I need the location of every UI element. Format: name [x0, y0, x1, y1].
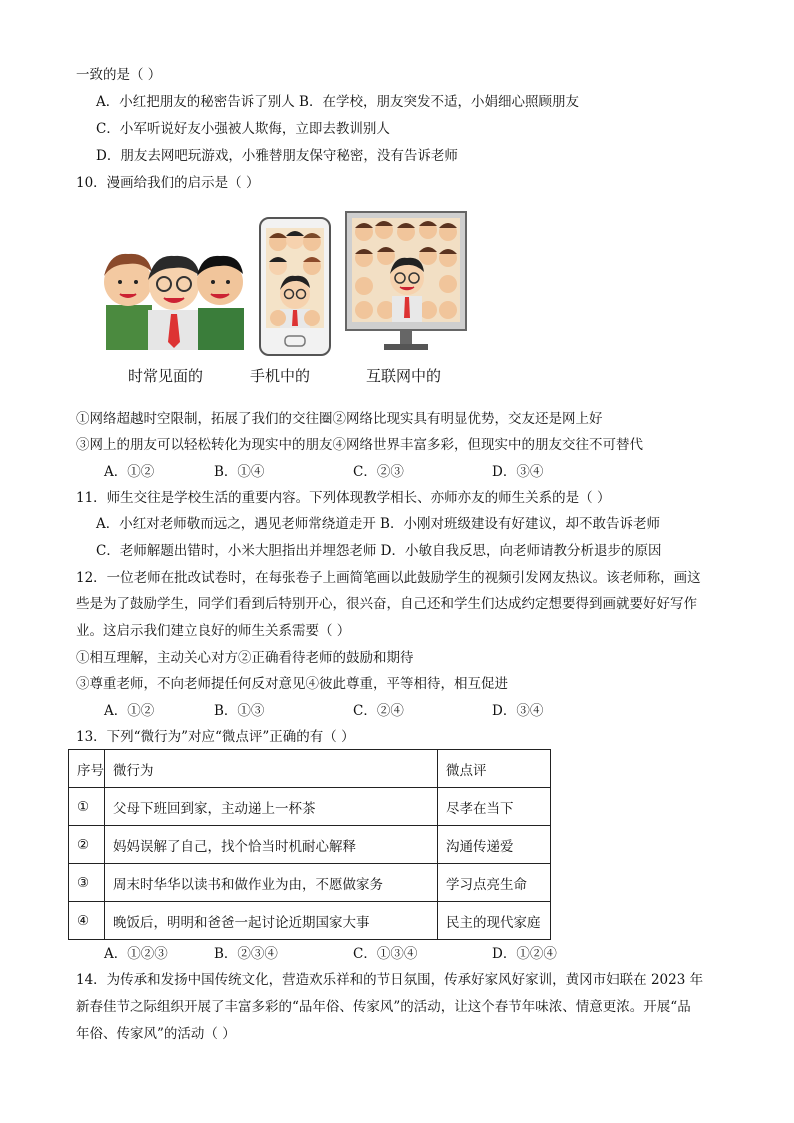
q12-stem-line-2: 些是为了鼓励学生，同学们看到后特别开心，很兴奋，自己还和学生们达成约定想要得到画就要好好写作 — [76, 596, 697, 612]
q12-statements-1: ①相互理解，主动关心对方②正确看待老师的鼓励和期待 — [76, 650, 414, 666]
q13-choice-c: C．①③④ — [353, 946, 418, 962]
q10-choice-b: B．①④ — [214, 464, 265, 480]
table-row — [69, 864, 551, 902]
q9-option-ab: A．小红把朋友的秘密告诉了别人 B．在学校，朋友突发不适，小娟细心照顾朋友 — [96, 94, 579, 110]
q12-choice-c: C．②④ — [353, 703, 404, 719]
q12-choice-d: D．③④ — [492, 703, 544, 719]
q12-stem-line-1: 12．一位老师在批改试卷时，在每张卷子上画简笔画以此鼓励学生的视频引发网友热议。该老师称，画这 — [76, 570, 701, 586]
row-behavior: 父母下班回到家，主动递上一杯茶 — [105, 788, 438, 826]
q12-choice-a: A．①② — [104, 703, 155, 719]
row-comment: 尽孝在当下 — [438, 788, 551, 826]
q13-choice-d: D．①②④ — [492, 946, 557, 962]
internet-monitor-icon — [346, 212, 466, 350]
friends-face-to-face-icon — [98, 250, 248, 350]
q11-option-ab: A．小红对老师敬而远之，遇见老师常绕道走开 B．小刚对班级建设有好建议，却不敢告诉老师 — [96, 516, 660, 532]
q10-choice-d: D．③④ — [492, 464, 544, 480]
q10-statements-1: ①网络超越时空限制，拓展了我们的交往圈②网络比现实具有明显优势，交友还是网上好 — [76, 411, 603, 427]
row-behavior: 妈妈误解了自己，找个恰当时机耐心解释 — [105, 826, 438, 864]
row-comment: 学习点亮生命 — [438, 864, 551, 902]
phone-friends-icon — [260, 218, 330, 355]
row-comment: 沟通传递爱 — [438, 826, 551, 864]
q14-stem-line-3: 年俗、传家风”的活动（ ） — [76, 1026, 236, 1042]
row-index: ③ — [69, 864, 105, 902]
q14-stem-line-2: 新春佳节之际组织开展了丰富多彩的“品年俗、传家风”的活动，让这个春节年味浓、情意更浓。开展“品 — [76, 999, 691, 1015]
q12-choice-b: B．①③ — [214, 703, 265, 719]
row-behavior: 晚饭后，明明和爸爸一起讨论近期国家大事 — [105, 902, 438, 940]
q12-stem-line-3: 业。这启示我们建立良好的师生关系需要（ ） — [76, 623, 351, 639]
q13-choice-a: A．①②③ — [104, 946, 168, 962]
q10-choice-a: A．①② — [104, 464, 155, 480]
q10-choice-c: C．②③ — [353, 464, 404, 480]
header-index: 序号 — [69, 750, 105, 788]
q13-stem: 13．下列“微行为”对应“微点评”正确的有（ ） — [76, 729, 355, 745]
q9-stem-tail: 一致的是（ ） — [76, 67, 162, 83]
table-row — [69, 788, 551, 826]
header-comment: 微点评 — [438, 750, 551, 788]
caption-face-to-face: 时常见面的 — [128, 367, 204, 385]
row-behavior: 周末时华华以读书和做作业为由，不愿做家务 — [105, 864, 438, 902]
table-row — [69, 902, 551, 940]
q10-stem: 10．漫画给我们的启示是（ ） — [76, 175, 260, 191]
table-header-row — [69, 750, 551, 788]
q14-stem-line-1: 14．为传承和发扬中国传统文化，营造欢乐祥和的节日氛围，传承好家风好家训，黄冈市妇联在 2023 年 — [76, 972, 704, 988]
row-index: ② — [69, 826, 105, 864]
q9-option-c: C．小军听说好友小强被人欺侮，立即去教训别人 — [96, 121, 390, 137]
q11-option-cd: C．老师解题出错时，小米大胆指出并埋怨老师 D．小敏自我反思，向老师请教分析退步的原因 — [96, 543, 662, 559]
q10-statements-2: ③网上的朋友可以轻松转化为现实中的朋友④网络世界丰富多彩，但现实中的朋友交往不可替代 — [76, 437, 643, 453]
micro-behavior-table — [68, 749, 551, 940]
q9-option-d: D．朋友去网吧玩游戏，小雅替朋友保守秘密，没有告诉老师 — [96, 148, 458, 164]
q13-choice-b: B．②③④ — [214, 946, 278, 962]
caption-internet: 互联网中的 — [366, 367, 442, 385]
table-row — [69, 826, 551, 864]
q12-statements-2: ③尊重老师，不向老师提任何反对意见④彼此尊重，平等相待，相互促进 — [76, 676, 508, 692]
row-index: ④ — [69, 902, 105, 940]
row-comment: 民主的现代家庭 — [438, 902, 551, 940]
row-index: ① — [69, 788, 105, 826]
header-behavior: 微行为 — [105, 750, 438, 788]
caption-phone: 手机中的 — [250, 367, 311, 385]
q11-stem: 11．师生交往是学校生活的重要内容。下列体现教学相长、亦师亦友的师生关系的是（ ） — [76, 490, 611, 506]
